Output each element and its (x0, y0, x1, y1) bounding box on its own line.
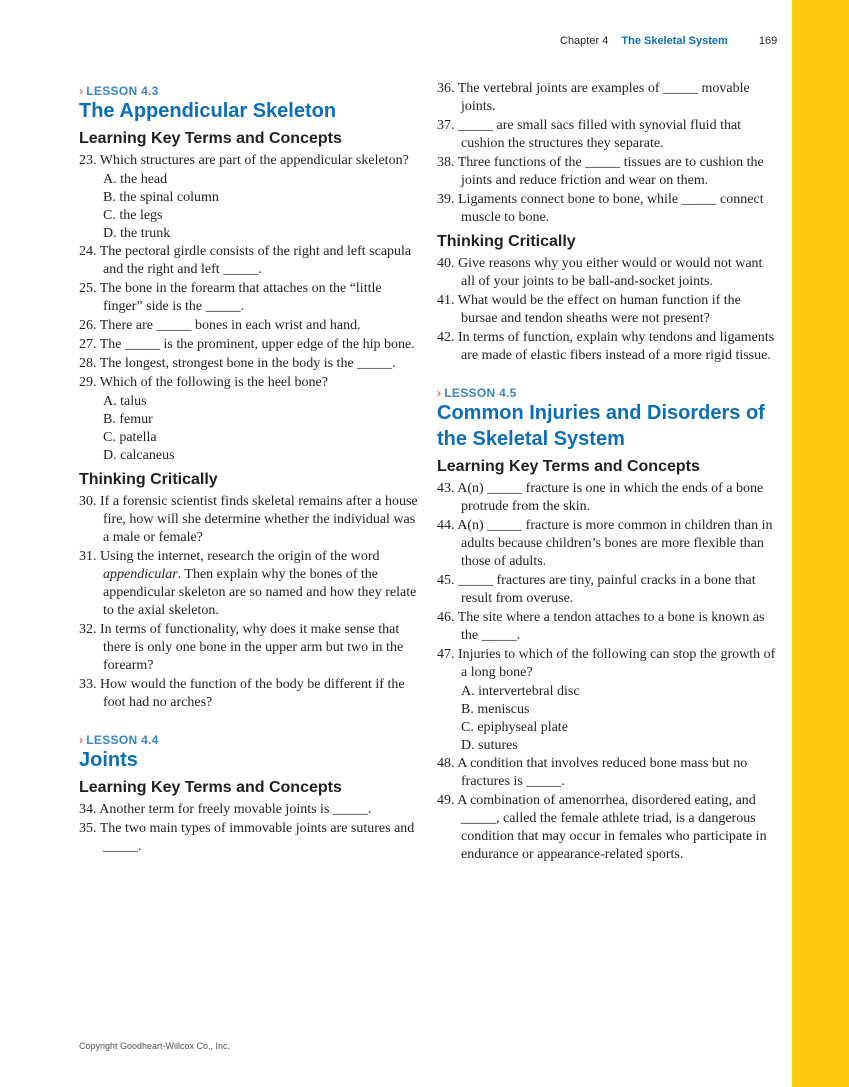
question-text: 28. The longest, strongest bone in the body is the _____. (79, 356, 396, 371)
answer-option: D. calcaneus (103, 448, 175, 463)
question-text: 27. The _____ is the prominent, upper edge of the hip bone. (79, 337, 415, 352)
question-text: 40. Give reasons why you either would or would not want all of your joints to be ball-and-socket joints. (437, 256, 763, 289)
italic-term: appendicular (103, 567, 178, 582)
question-text: 33. How would the function of the body be different if the foot had no arches? (79, 677, 405, 710)
question-item (79, 355, 419, 373)
lesson-title: The Appendicular Skeleton (79, 100, 337, 122)
answer-option: B. meniscus (461, 702, 530, 717)
question-text: 44. A(n) _____ fracture is more common in children than in adults because children’s bones are more flexible than those of adults. (437, 518, 773, 569)
lesson-number: LESSON 4.4 (86, 733, 159, 747)
question-text: 46. The site where a tendon attaches to a bone is known as the _____. (437, 610, 765, 643)
question-item (79, 548, 419, 620)
question-item (79, 621, 419, 675)
question-item (79, 243, 419, 279)
question-text: . Then explain why the bones of the appendicular skeleton are so named and how they relate to the axial skeleton. (103, 567, 417, 618)
section-heading: Thinking Critically (79, 471, 218, 488)
section-heading: Learning Key Terms and Concepts (79, 779, 342, 796)
answer-option: D. the trunk (103, 226, 171, 241)
question-text: 39. Ligaments connect bone to bone, while _____ connect muscle to bone. (437, 192, 764, 225)
question-item (437, 255, 777, 291)
question-item (437, 517, 777, 571)
question-item (79, 801, 419, 819)
yellow-margin-bar (792, 0, 849, 1087)
chevron-right-icon: › (437, 386, 442, 400)
answer-option: C. patella (103, 430, 157, 445)
question-text: 41. What would be the effect on human function if the bursae and tendon sheaths were not present? (437, 293, 741, 326)
question-item (437, 572, 777, 608)
question-item (79, 317, 419, 335)
question-item (437, 792, 777, 864)
question-item (79, 676, 419, 712)
question-text: 34. Another term for freely movable joints is _____. (79, 802, 372, 817)
question-text: 29. Which of the following is the heel bone? (79, 375, 328, 390)
lesson-number: LESSON 4.5 (444, 386, 517, 400)
answer-option: C. epiphyseal plate (461, 720, 568, 735)
chapter-label: Chapter 4 (560, 35, 609, 47)
section-heading: Learning Key Terms and Concepts (437, 458, 700, 475)
lesson-label (79, 733, 419, 747)
question-text: 30. If a forensic scientist finds skeletal remains after a house fire, how will she determine whether the individual was a male or female? (79, 494, 418, 545)
question-text: 38. Three functions of the _____ tissues are to cushion the joints and reduce friction and wear on them. (437, 155, 764, 188)
question-item (79, 152, 419, 170)
question-item (437, 154, 777, 190)
chevron-right-icon: › (79, 733, 84, 747)
question-text: 25. The bone in the forearm that attaches on the “little finger” side is the _____. (79, 281, 382, 314)
answer-option: D. sutures (461, 738, 518, 753)
question-item (79, 374, 419, 392)
lesson-label (79, 84, 419, 98)
chevron-right-icon: › (79, 84, 84, 98)
question-text: 43. A(n) _____ fracture is one in which the ends of a bone protrude from the skin. (437, 481, 764, 514)
lesson-label (437, 386, 777, 400)
question-text: 35. The two main types of immovable joints are sutures and _____. (79, 821, 415, 854)
question-item (437, 609, 777, 645)
question-item (437, 117, 777, 153)
question-text: 36. The vertebral joints are examples of _____ movable joints. (437, 81, 750, 114)
lesson-number: LESSON 4.3 (86, 84, 159, 98)
section-heading: Learning Key Terms and Concepts (79, 130, 342, 147)
question-text: 42. In terms of function, explain why tendons and ligaments are made of elastic fibers instead of a more rigid tissue. (437, 330, 775, 363)
answer-option: A. the head (103, 172, 168, 187)
question-item (437, 755, 777, 791)
answer-option: A. talus (103, 394, 147, 409)
question-item (79, 820, 419, 856)
left-column (79, 80, 419, 857)
question-item (79, 493, 419, 547)
question-item (437, 646, 777, 682)
copyright-footer: Copyright Goodheart-Willcox Co., Inc. (79, 1041, 231, 1051)
question-item (437, 329, 777, 365)
question-item (79, 280, 419, 316)
question-text: 23. Which structures are part of the appendicular skeleton? (79, 153, 409, 168)
question-item (437, 191, 777, 227)
spacer (437, 366, 777, 382)
answer-option: C. the legs (103, 208, 163, 223)
question-item (437, 292, 777, 328)
question-text: 24. The pectoral girdle consists of the right and left scapula and the right and left _____. (79, 244, 412, 277)
running-header (560, 35, 777, 47)
section-heading: Thinking Critically (437, 233, 576, 250)
chapter-title: The Skeletal System (621, 35, 728, 47)
page-number: 169 (758, 35, 778, 47)
question-text: 49. A combination of amenorrhea, disordered eating, and _____, called the female athlete triad, is a dangerous condition that may occur in females who participate in endurance or appearance-related sports. (437, 793, 767, 862)
question-item (437, 480, 777, 516)
lesson-title: Common Injuries and Disorders of the Skeletal System (437, 402, 765, 450)
question-text: 37. _____ are small sacs filled with synovial fluid that cushion the structures they separate. (437, 118, 742, 151)
right-column (437, 80, 777, 865)
spacer (79, 713, 419, 729)
answer-option: B. the spinal column (103, 190, 219, 205)
question-item (79, 336, 419, 354)
question-item (437, 80, 777, 116)
question-text: 32. In terms of functionality, why does it make sense that there is only one bone in the upper arm but two in the forearm? (79, 622, 404, 673)
question-text: 48. A condition that involves reduced bone mass but no fractures is _____. (437, 756, 748, 789)
question-text: 47. Injuries to which of the following can stop the growth of a long bone? (437, 647, 776, 680)
question-text: 31. Using the internet, research the origin of the word (79, 549, 380, 564)
answer-option: A. intervertebral disc (461, 684, 580, 699)
question-text: 26. There are _____ bones in each wrist and hand. (79, 318, 361, 333)
answer-option: B. femur (103, 412, 153, 427)
lesson-title: Joints (79, 749, 138, 771)
question-text: 45. _____ fractures are tiny, painful cracks in a bone that result from overuse. (437, 573, 756, 606)
